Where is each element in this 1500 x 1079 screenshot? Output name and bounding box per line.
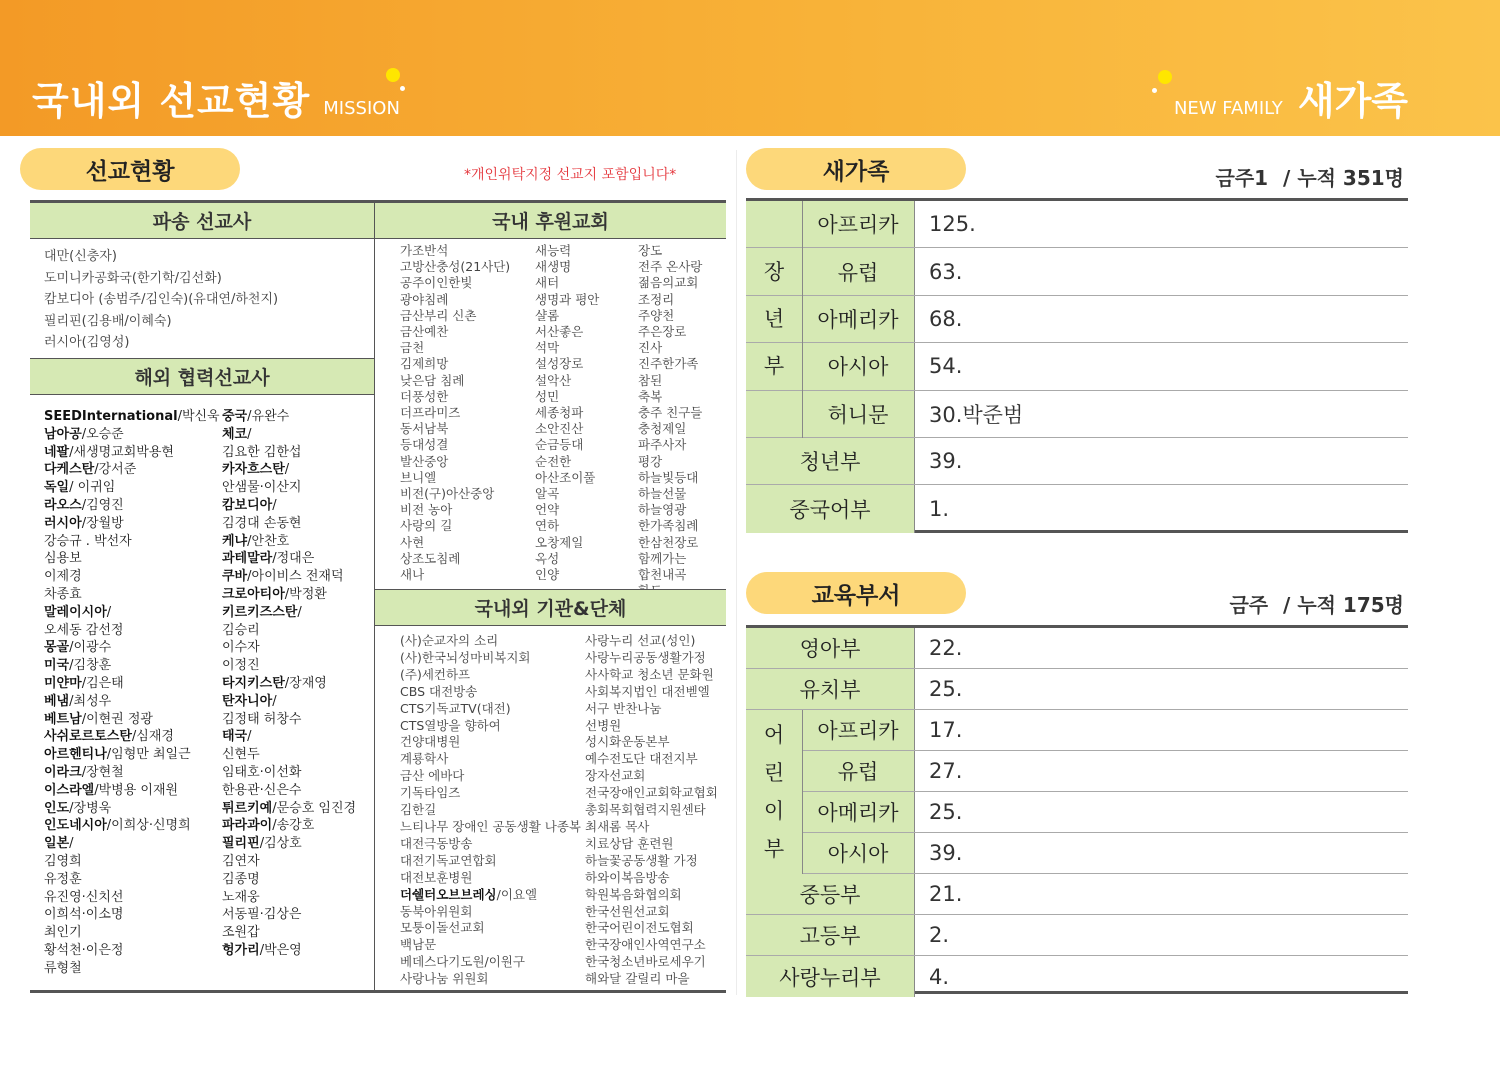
domestic-church-item: 오창제일 — [535, 534, 584, 550]
overseas-missionary-item: 김정태 허창수 — [222, 711, 302, 727]
table-row — [746, 628, 1408, 669]
domestic-church-item: 합천내곡 — [638, 567, 687, 583]
overseas-missionary-item: 서동필·김상은 — [222, 907, 302, 923]
sent-missionary-item: 캄보디아 (송범주/김인숙)(유대연/하천지) — [44, 292, 279, 307]
overseas-missionary-item: 김경대 손동현 — [222, 515, 302, 531]
domestic-church-item: 석막 — [535, 340, 560, 356]
organization-item: 한국장애인사역연구소 — [585, 937, 706, 953]
row-value: 4. — [929, 964, 950, 989]
row-label: 아시아 — [802, 833, 914, 873]
organization-item: 학원복음화협의회 — [585, 886, 682, 902]
table-row — [746, 391, 1408, 438]
domestic-church-item: 광야침례 — [400, 291, 449, 307]
domestic-church-item: 더풍성한 — [400, 388, 449, 404]
education-pill: 교육부서 — [746, 572, 966, 614]
row-label: 유럽 — [802, 248, 914, 294]
week-count: 금주 — [1229, 593, 1269, 617]
row-label: 영아부 — [746, 628, 914, 668]
organization-item: 하늘꽃공동생활 가정 — [585, 852, 698, 868]
table-row — [746, 956, 1408, 997]
row-label: 아시아 — [802, 343, 914, 389]
overseas-missionary-item: 헝가리/박은영 — [222, 942, 302, 958]
overseas-missionary-item: 몽골/이광수 — [44, 640, 112, 656]
table-row — [746, 343, 1408, 390]
group-divider — [802, 710, 803, 874]
domestic-church-item: 전주 온사랑 — [638, 259, 703, 275]
overseas-missionary-item: 쿠바/아이비스 전재덕 — [222, 569, 344, 585]
domestic-church-item: 평강 — [638, 453, 663, 469]
table-row — [746, 710, 1408, 751]
domestic-church-item: 사현 — [400, 534, 425, 550]
column-divider — [736, 150, 737, 995]
overseas-missionary-item: SEEDInternational/박신욱 — [44, 409, 220, 424]
row-label: 고등부 — [746, 915, 914, 955]
organization-item: 한국청소년바로세우기 — [585, 954, 706, 970]
domestic-church-item: 금산예찬 — [400, 324, 449, 340]
overseas-missionary-item: 과테말라/정대은 — [222, 551, 315, 567]
overseas-missionary-item: 김영희 — [44, 853, 82, 869]
group-label-char: 어 — [763, 723, 785, 747]
overseas-missionary-item: 이제경 — [44, 569, 82, 585]
organization-item: 한국어린이전도협회 — [585, 920, 694, 936]
organization-item: 사랑나눔 위원회 — [400, 971, 489, 987]
domestic-church-item: 고방산충성(21사단) — [400, 259, 511, 275]
table-row — [746, 669, 1408, 710]
organization-item: 계룡학사 — [400, 751, 449, 767]
organization-item: 예수전도단 대전지부 — [585, 751, 698, 767]
table-row — [746, 915, 1408, 956]
overseas-missionary-item: 일본/ — [44, 836, 74, 852]
total-count: / 누적 351명 — [1283, 166, 1404, 190]
domestic-church-item: 상조도침례 — [400, 550, 461, 566]
domestic-church-item: 김제희망 — [400, 356, 449, 372]
week-count: 금주1 — [1215, 166, 1269, 190]
organization-item: 사회복지법인 대전벧엘 — [585, 683, 710, 699]
sent-missionary-item: 도미니카공화국(한기학/김선화) — [44, 270, 222, 286]
row-label: 중등부 — [746, 874, 914, 914]
overseas-missionary-item: 인도/장병욱 — [44, 800, 112, 816]
domestic-church-item: 낮은담 침례 — [400, 372, 465, 388]
overseas-missionary-item: 네팔/새생명교회박용현 — [44, 444, 174, 460]
table-row — [746, 296, 1408, 343]
children-group-label — [746, 710, 802, 874]
domestic-church-item: 주은장로 — [638, 324, 687, 340]
domestic-church-item: 사랑의 길 — [400, 518, 453, 534]
overseas-missionary-item: 유진영·신치선 — [44, 889, 124, 905]
row-value: 125. — [929, 212, 976, 237]
education-count — [1229, 589, 1404, 618]
organization-item: 하와이복음방송 — [585, 869, 670, 885]
organization-item: 더쉘터오브브레싱/이요엘 — [400, 886, 538, 902]
organization-item: 성시화운동본부 — [585, 734, 670, 750]
domestic-church-item: 생명과 평안 — [535, 291, 600, 307]
organizations-header: 국내외 기관&단체 — [375, 590, 726, 626]
yellow-dot-decoration — [1158, 70, 1172, 84]
organization-item: 장자선교회 — [585, 768, 646, 784]
domestic-church-item: 알곡 — [535, 486, 560, 502]
organization-item: 금산 에바다 — [400, 768, 465, 784]
new-family-table — [746, 198, 1408, 533]
organization-item: 사랑누리 선교(성인) — [585, 633, 696, 648]
overseas-missionary-item: 신현두 — [222, 747, 260, 763]
domestic-church-item: 아산조이풀 — [535, 469, 596, 485]
overseas-missionary-item: 케냐/안찬호 — [222, 533, 290, 549]
domestic-church-item: 성민 — [535, 388, 560, 404]
overseas-missionary-item: 이희석·이소명 — [44, 907, 124, 923]
page-subtitle: MISSION — [323, 98, 400, 119]
overseas-missionary-item: 카자흐스탄/ — [222, 462, 290, 478]
overseas-missionaries-header: 해외 협력선교사 — [30, 359, 374, 395]
mission-table — [30, 200, 726, 993]
organizations-list-2 — [585, 633, 718, 988]
overseas-missionary-item: 미국/김창훈 — [44, 658, 112, 674]
domestic-churches-list-1 — [400, 243, 510, 583]
organization-item: CTS열방을 향하여 — [400, 717, 501, 733]
row-label: 유치부 — [746, 669, 914, 709]
domestic-church-item: 서산좋은 — [535, 324, 584, 340]
row-label: 허니문 — [802, 391, 914, 437]
domestic-church-item: 공주이인한빛 — [400, 275, 473, 291]
white-dot-decoration — [1152, 88, 1157, 93]
overseas-missionary-item: 태국/ — [222, 729, 252, 745]
domestic-churches-list-2 — [535, 243, 599, 583]
domestic-church-item: 충주 친구들 — [638, 405, 703, 421]
row-value: 63. — [929, 259, 963, 284]
domestic-church-item: 샬롬 — [535, 307, 560, 323]
domestic-church-item: 비전(구)아산중앙 — [400, 486, 495, 502]
table-row — [746, 833, 1408, 874]
overseas-missionary-item: 조원갑 — [222, 925, 260, 941]
table-row — [746, 751, 1408, 792]
row-label: 중국어부 — [746, 485, 914, 532]
row-value: 2. — [929, 923, 950, 947]
sent-missionaries-list — [44, 246, 278, 354]
domestic-church-item: 더프라미즈 — [400, 405, 461, 421]
domestic-church-item: 하늘선물 — [638, 486, 687, 502]
organization-item: 한국선원선교회 — [585, 903, 670, 919]
overseas-missionary-item: 노재웅 — [222, 889, 260, 905]
page-header — [0, 0, 1500, 136]
header-left-title — [32, 70, 400, 125]
table-row — [746, 248, 1408, 295]
domestic-church-item: 파주사자 — [638, 437, 687, 453]
group-label-char: 부 — [763, 837, 785, 861]
organization-item: 사랑누리공동생활가정 — [585, 649, 706, 665]
row-label: 아프리카 — [802, 710, 914, 750]
overseas-missionary-item: 다케스탄/강서준 — [44, 462, 137, 478]
domestic-church-item: 진주한가족 — [638, 356, 699, 372]
row-value: 39. — [929, 841, 963, 865]
organization-item: 선병원 — [585, 717, 622, 733]
overseas-missionary-item: 오세동 감선정 — [44, 622, 124, 638]
domestic-church-item: 하늘영광 — [638, 502, 687, 518]
overseas-missionary-item: 인도네시아/이희상·신명희 — [44, 818, 191, 834]
domestic-church-item: 비전 농아 — [400, 502, 453, 518]
overseas-missionary-item: 체코/ — [222, 426, 252, 442]
domestic-church-item: 새터 — [535, 275, 560, 291]
yellow-dot-decoration — [386, 68, 400, 82]
overseas-missionary-item: 사쉬로르토스탄/심재경 — [44, 729, 174, 745]
domestic-church-item: 새나 — [400, 567, 425, 583]
overseas-missionary-item: 김연자 — [222, 853, 260, 869]
domestic-church-item: 순전한 — [535, 453, 572, 469]
organization-item: 김한길 — [400, 802, 437, 818]
sent-missionaries-header: 파송 선교사 — [30, 203, 374, 239]
row-value: 17. — [929, 718, 963, 742]
organization-item: 기독타임즈 — [400, 785, 461, 801]
domestic-church-item: 언약 — [535, 502, 560, 518]
row-value: 21. — [929, 882, 963, 906]
organization-item: 대전보훈병원 — [400, 869, 473, 885]
domestic-church-item: 함께가는 — [638, 550, 687, 566]
domestic-church-item: 충청제일 — [638, 421, 687, 437]
sent-missionary-item: 필리핀(김용배/이혜숙) — [44, 313, 172, 329]
table-row — [746, 485, 1408, 532]
overseas-missionary-item: 베냄/최성우 — [44, 693, 112, 709]
sent-missionary-item: 대만(신충자) — [44, 249, 117, 264]
domestic-church-item: 한삼천장로 — [638, 534, 699, 550]
overseas-missionary-item: 임태호·이선화 — [222, 764, 302, 780]
domestic-church-item: 하늘빛등대 — [638, 469, 699, 485]
row-value: 1. — [929, 497, 950, 522]
organization-item: 모퉁이돌선교회 — [400, 920, 485, 936]
domestic-church-item: 발산중앙 — [400, 453, 449, 469]
table-row — [746, 438, 1408, 485]
domestic-church-item: 참된 — [638, 372, 663, 388]
overseas-missionaries-list-2 — [222, 408, 356, 960]
group-divider — [802, 201, 803, 438]
organization-item: 대전기독교연합회 — [400, 852, 497, 868]
domestic-church-item: 브니엘 — [400, 469, 437, 485]
domestic-church-item: 금산부리 신촌 — [400, 307, 477, 323]
mission-note: *개인위탁지정 선교지 포함입니다* — [464, 167, 677, 183]
overseas-missionary-item: 러시아/장월방 — [44, 515, 124, 531]
overseas-missionary-item: 중국/유완수 — [222, 409, 290, 424]
overseas-missionary-item: 라오스/김영진 — [44, 497, 124, 513]
organization-item: 대전극동방송 — [400, 835, 473, 851]
overseas-missionary-item: 키르키즈스탄/ — [222, 604, 302, 620]
organization-item: (사)한국뇌성마비복지회 — [400, 649, 531, 665]
organization-item: 느티나무 장애인 공동생활 나종복 — [400, 818, 581, 834]
overseas-missionary-item: 튀르키예/문승호 임진경 — [222, 800, 357, 816]
domestic-church-item: 인양 — [535, 567, 560, 583]
overseas-missionary-item: 김승리 — [222, 622, 260, 638]
domestic-churches-list-3 — [638, 243, 702, 599]
overseas-missionary-item: 크로아티아/박정환 — [222, 586, 327, 602]
education-table — [746, 625, 1408, 994]
domestic-church-item: 진사 — [638, 340, 663, 356]
overseas-missionary-item: 안샘물·이산지 — [222, 480, 302, 496]
row-value: 54. — [929, 354, 963, 379]
organization-item: 사사학교 청소년 문화원 — [585, 666, 714, 682]
white-dot-decoration — [400, 86, 405, 91]
overseas-missionary-item: 황석천·이은정 — [44, 942, 124, 958]
row-label: 사랑누리부 — [746, 956, 914, 997]
row-value: 22. — [929, 636, 963, 660]
overseas-missionary-item: 김종명 — [222, 871, 260, 887]
right-title: 새가족 — [1297, 79, 1408, 123]
row-label: 아프리카 — [802, 201, 914, 247]
mission-status-pill: 선교현황 — [20, 148, 240, 190]
domestic-church-item: 새생명 — [535, 259, 572, 275]
overseas-missionary-item: 김요한 김한섭 — [222, 444, 302, 460]
organization-item: 건양대병원 — [400, 734, 461, 750]
domestic-church-item: 설성장로 — [535, 356, 584, 372]
overseas-missionary-item: 타지키스탄/장재영 — [222, 675, 327, 691]
domestic-church-item: 주양천 — [638, 307, 675, 323]
organization-item: (사)순교자의 소리 — [400, 633, 499, 648]
overseas-missionary-item: 류형철 — [44, 960, 82, 976]
domestic-church-item: 순금등대 — [535, 437, 584, 453]
organization-item: (주)세컨하프 — [400, 666, 471, 682]
row-value: 25. — [929, 677, 963, 701]
table-row — [746, 201, 1408, 248]
new-family-pill: 새가족 — [746, 148, 966, 190]
row-value: 68. — [929, 306, 963, 331]
domestic-church-item: 금천 — [400, 340, 425, 356]
overseas-missionary-item: 이정진 — [222, 658, 260, 674]
overseas-missionary-item: 한용관·신은수 — [222, 782, 302, 798]
overseas-missionary-item: 남아공/오승준 — [44, 426, 124, 442]
organization-item: 치료상담 훈련원 — [585, 835, 674, 851]
row-label: 청년부 — [746, 438, 914, 484]
page-title: 국내외 선교현황 — [32, 79, 311, 123]
domestic-church-item: 세종청파 — [535, 405, 584, 421]
domestic-church-item: 축복 — [638, 388, 663, 404]
sent-missionary-item: 러시아(김영성) — [44, 335, 130, 350]
overseas-missionary-item: 아르헨티나/임형만 최일근 — [44, 747, 191, 763]
organization-item: 동북아위원회 — [400, 903, 473, 919]
overseas-missionary-item: 캄보디아/ — [222, 497, 277, 513]
row-value: 30.박준범 — [929, 402, 1024, 427]
row-value: 39. — [929, 449, 963, 474]
overseas-missionary-item: 필리핀/김상호 — [222, 836, 302, 852]
row-label: 유럽 — [802, 751, 914, 791]
organization-item: 전국장애인교회학교협회 — [585, 785, 718, 801]
header-right-title — [1174, 70, 1408, 125]
right-subtitle: NEW FAMILY — [1173, 98, 1283, 119]
total-count: / 누적 175명 — [1283, 593, 1404, 617]
youth-adult-group-label: 장 년 부 — [746, 201, 802, 438]
table-row — [746, 792, 1408, 833]
table-row — [746, 874, 1408, 915]
organization-item: 최새롬 목사 — [585, 818, 650, 834]
domestic-church-item: 젊음의교회 — [638, 275, 699, 291]
organization-item: CTS기독교TV(대전) — [400, 700, 511, 716]
overseas-missionary-item: 차종효 — [44, 586, 82, 602]
group-label-char: 린 — [763, 761, 785, 785]
overseas-missionary-item: 이스라엘/박병용 이재원 — [44, 782, 179, 798]
domestic-churches-header: 국내 후원교회 — [375, 203, 726, 239]
domestic-church-item: 옥성 — [535, 550, 560, 566]
organization-item: 해와달 갈릴리 마을 — [585, 971, 690, 987]
overseas-missionaries-list-1 — [44, 408, 220, 978]
domestic-church-item: 소안진산 — [535, 421, 584, 437]
overseas-missionary-item: 파라과이/송강호 — [222, 818, 315, 834]
organization-item: 베데스다기도원/이원구 — [400, 954, 525, 970]
organization-item: 서구 반찬나눔 — [585, 700, 662, 716]
overseas-missionary-item: 미얀마/김은태 — [44, 675, 124, 691]
row-label: 아메리카 — [802, 296, 914, 342]
overseas-missionary-item: 이라크/장현철 — [44, 764, 124, 780]
overseas-missionary-item: 베트남/이현권 정광 — [44, 711, 153, 727]
organization-item: 총회목회협력지원센타 — [585, 802, 706, 818]
domestic-church-item: 새능력 — [535, 243, 572, 258]
overseas-missionary-item: 최인기 — [44, 925, 82, 941]
group-label-char: 이 — [763, 799, 785, 823]
domestic-church-item: 등대성결 — [400, 437, 449, 453]
row-value: 25. — [929, 800, 963, 824]
overseas-missionary-item: 탄자니아/ — [222, 693, 277, 709]
overseas-missionary-item: 독일/ 이귀임 — [44, 480, 116, 496]
overseas-missionary-item: 말레이시아/ — [44, 604, 112, 620]
domestic-church-item: 연하 — [535, 518, 560, 534]
overseas-missionary-item: 강승규 . 박선자 — [44, 533, 132, 549]
organizations-list-1 — [400, 633, 581, 988]
domestic-church-item: 장도 — [638, 243, 663, 258]
row-value: 27. — [929, 759, 963, 783]
overseas-missionary-item: 심용보 — [44, 551, 82, 567]
domestic-church-item: 설악산 — [535, 372, 572, 388]
domestic-church-item: 동서남북 — [400, 421, 449, 437]
organization-item: 백남문 — [400, 937, 437, 953]
row-label: 아메리카 — [802, 792, 914, 832]
organization-item: CBS 대전방송 — [400, 683, 478, 699]
overseas-missionary-item: 이수자 — [222, 640, 260, 656]
new-family-count — [1216, 162, 1404, 191]
domestic-church-item: 한가족침례 — [638, 518, 699, 534]
overseas-missionary-item: 유정훈 — [44, 871, 82, 887]
domestic-church-item: 가조반석 — [400, 243, 449, 258]
domestic-church-item: 조정리 — [638, 291, 675, 307]
